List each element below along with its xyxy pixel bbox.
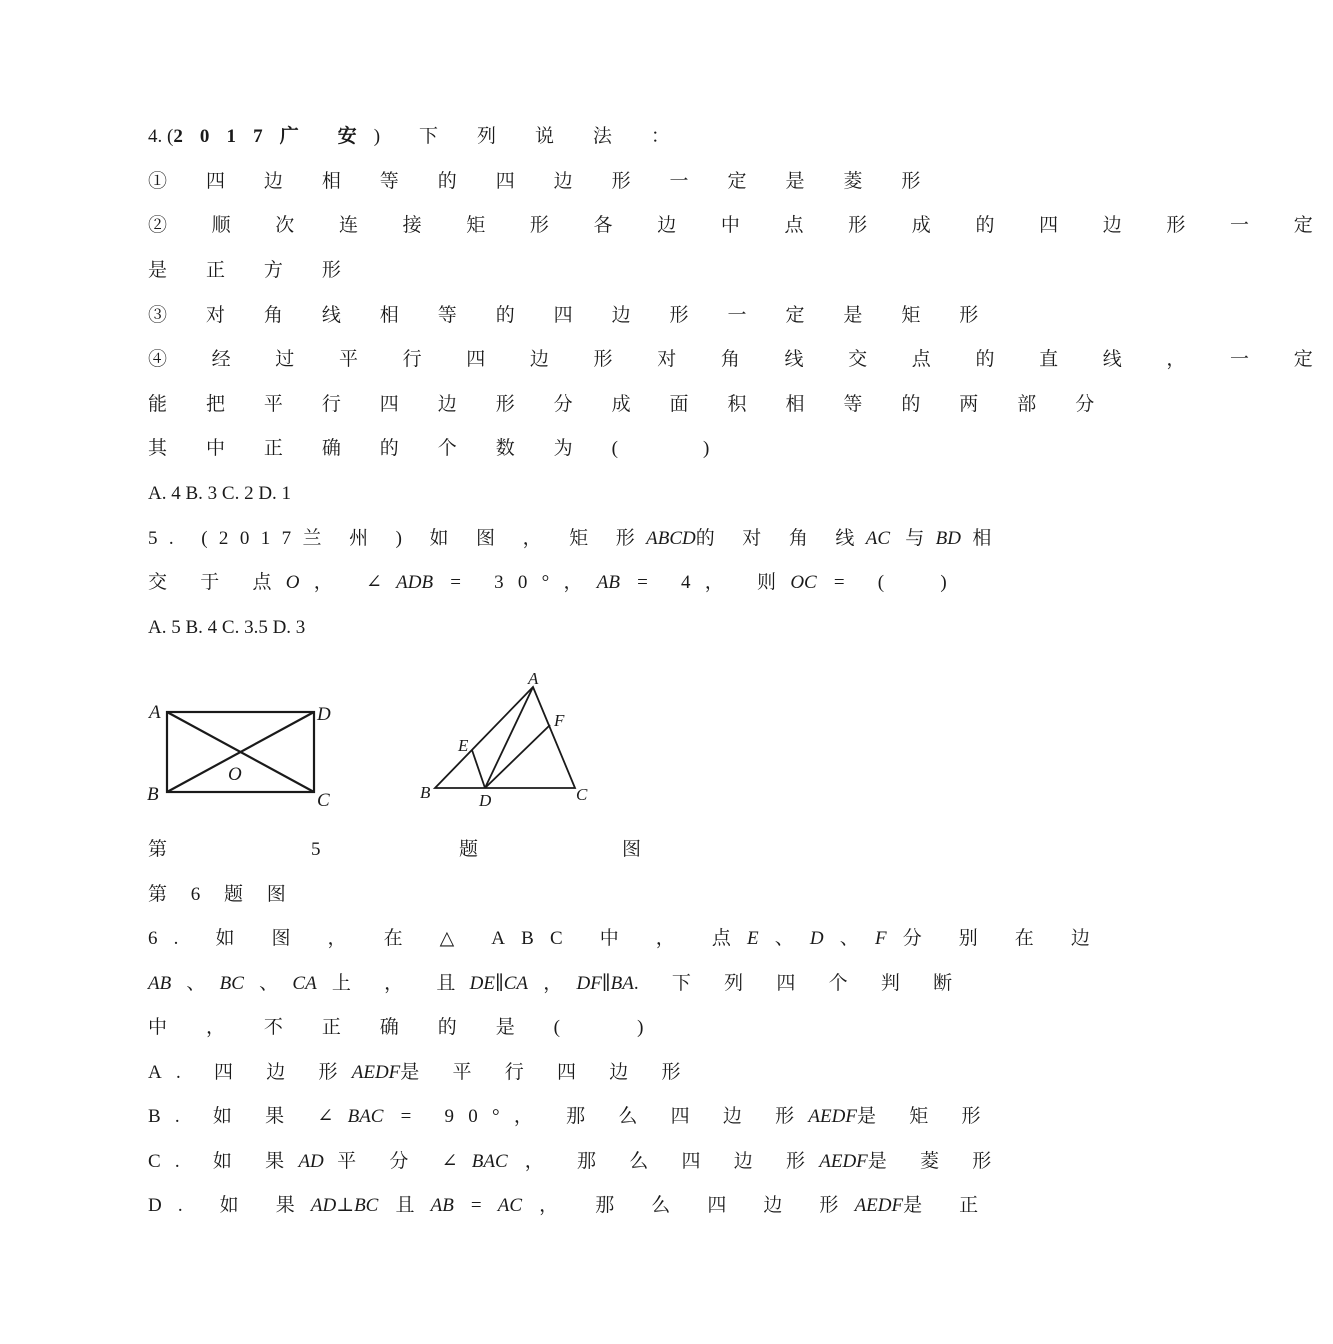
label-c: C [576, 785, 588, 804]
q5-heading-text2: 的 对 角 线 [695, 528, 866, 549]
label-o: O [228, 764, 242, 785]
label-b: B [420, 783, 431, 802]
q6-option-b [148, 1105, 995, 1129]
q6-l2-s1: 、 [186, 973, 220, 994]
q6-option-d-ac: AC [497, 1195, 523, 1216]
q6-option-c-ad: AD [298, 1151, 324, 1172]
q4-options: A. 4 B. 3 C. 2 D. 1 [148, 483, 292, 504]
q4-source: 2017广 安 [173, 126, 374, 147]
q6-l2-comma: ， [543, 973, 577, 994]
q4-statement-2b: 是 正 方 形 [148, 260, 358, 281]
q6-option-d-eq: = [470, 1195, 498, 1216]
label-d: D [479, 791, 492, 810]
q6-heading [148, 927, 1106, 951]
q6-de-parallel-ca: DE∥CA [469, 973, 529, 994]
q6-option-c-post: 是 菱 形 [867, 1151, 1006, 1172]
q6-l2-end: . 下 列 四 个 判 断 [633, 973, 967, 994]
q6-option-c-mid: 平 分 ∠ [337, 1151, 472, 1172]
q4-heading [148, 125, 687, 149]
q4-heading-text: ) 下 列 说 法 ： [373, 126, 687, 147]
label-c: C [317, 790, 330, 811]
q5-bd: BD [935, 528, 961, 549]
q5-abcd: ABCD [646, 528, 696, 549]
q5-l2d: = 4， 则 [637, 572, 791, 593]
q5-l2e: = ( [833, 572, 899, 593]
q6-heading-text: 6. 如 图 ， 在 △ ABC 中 ， 点 [148, 928, 747, 949]
q6-option-d-ab: AB [430, 1195, 454, 1216]
q6-option-b-pre: B. 如 果 ∠ [148, 1106, 348, 1127]
q6-option-b-mid: = 90°， 那 么 四 边 形 [400, 1106, 809, 1127]
q5-xiang: 相 [972, 528, 1003, 549]
q6-option-a-aedf: AEDF [351, 1062, 401, 1083]
caption-tu: 图 [622, 839, 642, 860]
q6-option-c [148, 1150, 1006, 1174]
label-a: A [528, 669, 539, 688]
q6-line-2 [148, 972, 966, 996]
q4-question-close: ) [703, 438, 710, 459]
q5-heading-text: 5. (2017兰 州 ) 如 图 ， 矩 形 [148, 528, 647, 549]
q5-close: ) [940, 572, 961, 593]
q5-l2c: = 30°， [450, 572, 597, 593]
label-b: B [147, 784, 159, 805]
q6-f: F [874, 928, 903, 949]
q6-option-d-post: 是 正 [903, 1195, 995, 1216]
q4-statement-1: ① 四 边 相 等 的 四 边 形 一 定 是 菱 形 [148, 171, 938, 192]
q6-option-b-bac: BAC [347, 1106, 384, 1127]
q6-option-c-pre: C. 如 果 [148, 1151, 299, 1172]
q5-adb: ADB [396, 572, 434, 593]
q6-line-3 [148, 1016, 643, 1040]
q6-e: E [746, 928, 775, 949]
segment-de [472, 750, 485, 788]
figure-5-rectangle [140, 690, 340, 815]
q4-question-text: 其 中 正 确 的 个 数 为 ( [148, 438, 636, 459]
q6-sep1: 、 [774, 928, 810, 949]
q6-option-a [148, 1061, 695, 1085]
q4-statement-2a: ② 顺 次 连 接 矩 形 各 边 中 点 形 成 的 四 边 形 一 定 [148, 215, 1333, 236]
q6-l2-mid: 上 ， 且 [331, 973, 470, 994]
q6-option-d [148, 1194, 994, 1218]
q6-question-text: 中 ， 不 正 确 的 是 ( [148, 1017, 578, 1038]
q6-option-d-aedf: AEDF [854, 1195, 904, 1216]
caption-di: 第 [148, 839, 168, 860]
q6-bc: BC [219, 973, 244, 994]
q4-statement-4a: ④ 经 过 平 行 四 边 形 对 角 线 交 点 的 直 线 ， 一 定 [148, 349, 1333, 370]
triangle-abc [435, 687, 575, 788]
q6-df-parallel-ba: DF∥BA [576, 973, 634, 994]
label-a: A [149, 702, 161, 723]
q5-oc: OC [790, 572, 817, 593]
q6-ca: CA [292, 973, 317, 994]
q6-option-a-post: 是 平 行 四 边 形 [400, 1062, 695, 1083]
q6-option-a-pre: A. 四 边 形 [148, 1062, 352, 1083]
q4-statement-3: ③ 对 角 线 相 等 的 四 边 形 一 定 是 矩 形 [148, 305, 996, 326]
caption-figure-6: 第 6 题 图 [148, 884, 296, 905]
q6-option-c-mid2: ， 那 么 四 边 形 [524, 1151, 820, 1172]
q6-option-d-mid3: ， 那 么 四 边 形 [539, 1195, 855, 1216]
q6-question-close: ) [637, 1017, 644, 1038]
segment-df [485, 725, 550, 788]
caption-5: 5 [311, 839, 321, 860]
q6-heading-end: 分 别 在 边 [902, 928, 1107, 949]
q6-l2-s2: 、 [259, 973, 293, 994]
q6-d: D [809, 928, 840, 949]
q5-o: O [285, 572, 314, 593]
q4-question [148, 437, 709, 461]
q6-sep2: 、 [839, 928, 875, 949]
q5-ab: AB [596, 572, 620, 593]
q6-option-d-ad-perp-bc: AD⊥BC [310, 1195, 379, 1216]
q6-ab: AB [148, 973, 172, 994]
q5-l2a: 交 于 点 [148, 572, 286, 593]
q5-heading [148, 527, 1003, 551]
q6-option-c-aedf: AEDF [819, 1151, 868, 1172]
figure-6-triangle [412, 664, 602, 814]
q6-option-d-mid: 且 [395, 1195, 431, 1216]
q6-option-d-pre: D. 如 果 [148, 1195, 311, 1216]
q6-option-b-aedf: AEDF [808, 1106, 857, 1127]
q6-option-c-bac: BAC [471, 1151, 508, 1172]
segment-ad [485, 687, 533, 788]
label-e: E [458, 736, 469, 755]
caption-ti: 题 [459, 839, 479, 860]
label-d: D [317, 704, 331, 725]
q5-ac: AC [865, 528, 891, 549]
q5-options: A. 5 B. 4 C. 3.5 D. 3 [148, 617, 306, 638]
q4-statement-4b: 能 把 平 行 四 边 形 分 成 面 积 相 等 的 两 部 分 [148, 394, 1112, 415]
q5-l2b: ， ∠ [313, 572, 397, 593]
label-f: F [554, 711, 565, 730]
q6-option-b-post: 是 矩 形 [856, 1106, 995, 1127]
q5-yu: 与 [905, 528, 936, 549]
q4-number: 4. ( [148, 126, 174, 147]
q5-line-2 [148, 571, 961, 595]
